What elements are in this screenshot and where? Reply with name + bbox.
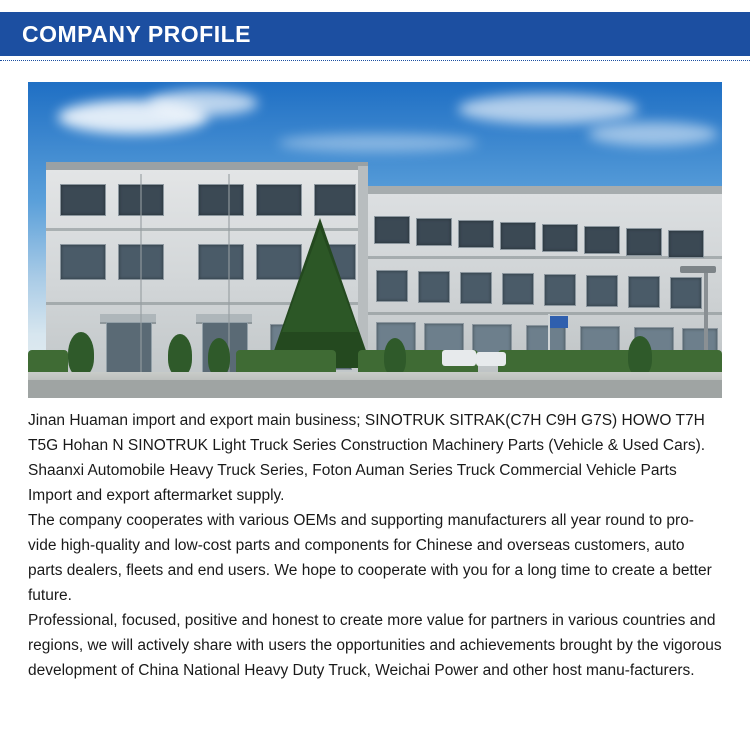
window (460, 272, 492, 304)
flag (550, 316, 568, 328)
window (668, 230, 704, 258)
window (198, 184, 244, 216)
shrub (68, 332, 94, 376)
tree-foliage-upper (282, 228, 358, 332)
cloud (278, 134, 478, 152)
window (544, 274, 576, 306)
page-title: COMPANY PROFILE (22, 20, 251, 47)
cloud (148, 90, 258, 116)
window (198, 244, 244, 280)
window (458, 220, 494, 248)
window (60, 244, 106, 280)
shrub (168, 334, 192, 376)
building-right-wing (366, 194, 722, 372)
road (28, 380, 722, 398)
window (628, 276, 660, 308)
window (586, 275, 618, 307)
cloud (458, 94, 638, 124)
header-divider (0, 60, 750, 64)
window (502, 273, 534, 305)
factory-building-photo (28, 82, 722, 398)
window (584, 226, 620, 254)
paragraph-2: Shaanxi Automobile Heavy Truck Series, Foton Auman Series Truck Commercial Vehicle Parts Import and export aftermarket supply. (28, 462, 677, 504)
shrub (628, 336, 652, 376)
window (670, 277, 702, 309)
paragraph-4: Professional, focused, positive and honest to create more value for partners in various countries and regions, we will actively share with users the opportunities and achievements brought by the vigorous development of China National Heavy Duty Truck, Weichai Power and other host manu-facturers. (28, 612, 722, 679)
window (418, 271, 450, 303)
window (374, 216, 410, 244)
facade-band (366, 312, 722, 315)
paragraph-3: The company cooperates with various OEMs and supporting manufacturers all year round to pro-vide high-quality and low-cost parts and components for Chinese and overseas customers, auto parts dealers, fleets and end users. We hope to cooperate with you for a long time to create a better future. (28, 512, 712, 604)
window (500, 222, 536, 250)
page-header-bar (0, 12, 750, 56)
company-description (28, 408, 722, 683)
window (542, 224, 578, 252)
facade-strip (140, 174, 142, 374)
parked-car (476, 352, 506, 366)
entrance-door (106, 322, 152, 376)
paragraph-1: Jinan Huaman import and export main business; SINOTRUK SITRAK(C7H C9H G7S) HOWO T7H T5G Hohan N SINOTRUK Light Truck Series Construction Machinery Parts (Vehicle & Used Cars). (28, 412, 706, 454)
window (60, 184, 106, 216)
window (626, 228, 662, 256)
photo-canvas (28, 82, 722, 398)
facade-strip (228, 174, 230, 374)
lamp-head (680, 266, 716, 273)
window (376, 270, 408, 302)
parked-car (442, 350, 476, 366)
cloud (588, 122, 718, 146)
window (416, 218, 452, 246)
shrub (208, 338, 230, 376)
shrub (384, 338, 406, 376)
